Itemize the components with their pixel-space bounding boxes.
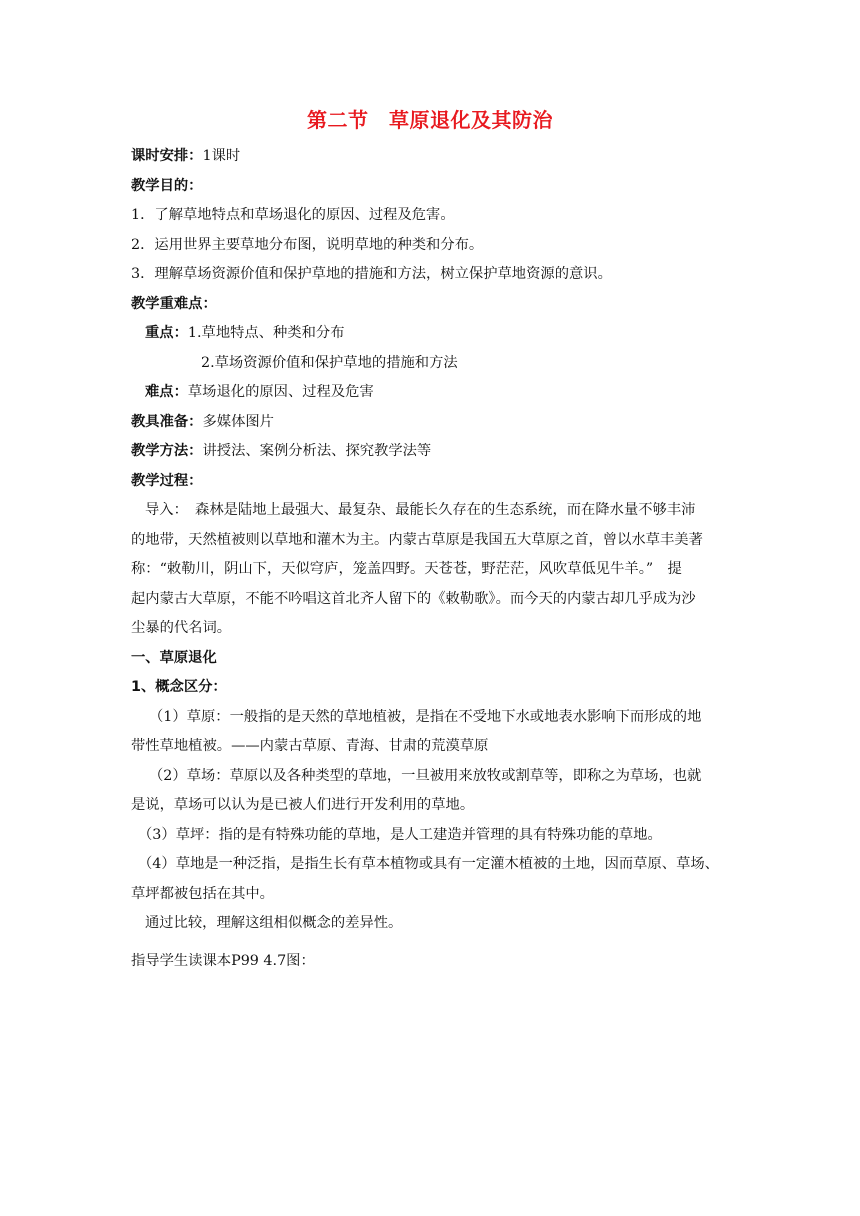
key-point-item: 2.草场资源价值和保护草地的措施和方法 bbox=[201, 354, 458, 371]
page-title: 第二节 草原退化及其防治 bbox=[307, 108, 553, 132]
key-point-item: 1.草地特点、种类和分布 bbox=[187, 325, 345, 341]
methods-value: 讲授法、案例分析法、探究教学法等 bbox=[202, 443, 432, 459]
key-point-line bbox=[131, 319, 733, 349]
methods-line bbox=[131, 437, 733, 467]
objective-item: 3．理解草场资源价值和保护草地的措施和方法，树立保护草地资源的意识。 bbox=[131, 266, 612, 282]
difficulty-line bbox=[131, 378, 733, 408]
schedule-value: 1课时 bbox=[202, 148, 241, 164]
section-heading: 一、草原退化 bbox=[131, 649, 217, 666]
methods-label: 教学方法： bbox=[131, 443, 203, 459]
intro-line: 称：“敕勒川，阴山下，天似穹庐，笼盖四野。天苍苍，野茫茫，风吹草低见牛羊。” 提 bbox=[131, 561, 682, 577]
intro-line: 起内蒙古大草原，不能不吟唱这首北齐人留下的《敕勒歌》。而今天的内蒙古却几乎成为沙 bbox=[131, 590, 696, 607]
tools-line bbox=[131, 408, 733, 438]
difficulty-label: 难点： bbox=[145, 384, 188, 400]
concept-paragraph-line: （1）草原：一般指的是天然的草地植被，是指在不受地下水或地表水影响下而形成的地 bbox=[149, 708, 702, 725]
tools-value: 多媒体图片 bbox=[202, 413, 274, 430]
difficulty-text: 草场退化的原因、过程及危害 bbox=[187, 384, 374, 400]
spacer bbox=[131, 939, 733, 947]
sub-heading: 1、概念区分： bbox=[131, 679, 227, 695]
process-heading: 教学过程： bbox=[131, 472, 203, 489]
intro-line: 的地带，天然植被则以草地和灌木为主。内蒙古草原是我国五大草原之首，曾以水草丰美著 bbox=[131, 531, 703, 548]
concept-paragraph-line: 草坪都被包括在其中。 bbox=[131, 885, 274, 902]
key-point-label: 重点： bbox=[145, 325, 188, 341]
schedule-line bbox=[131, 142, 733, 172]
intro-line: 导入： 森林是陆地上最强大、最复杂、最能长久存在的生态系统，而在降水量不够丰沛 bbox=[145, 502, 696, 518]
concept-paragraph-line: （2）草场：草原以及各种类型的草地，一旦被用来放牧或割草等，即称之为草场，也就 bbox=[149, 767, 702, 784]
key-points-heading: 教学重难点： bbox=[131, 295, 217, 312]
reading-guide: 指导学生读课本P99 4.7图： bbox=[131, 952, 315, 969]
document-body bbox=[131, 142, 733, 976]
objectives-heading: 教学目的： bbox=[131, 177, 203, 194]
tools-label: 教具准备： bbox=[131, 413, 203, 430]
concept-paragraph-line: 带性草地植被。——内蒙古草原、青海、甘肃的荒漠草原 bbox=[131, 738, 489, 754]
concept-paragraph-line: （3）草坪：指的是有特殊功能的草地，是人工建造并管理的具有特殊功能的草地。 bbox=[138, 826, 662, 843]
objective-item: 2．运用世界主要草地分布图，说明草地的种类和分布。 bbox=[131, 236, 484, 253]
schedule-label: 课时安排： bbox=[131, 148, 203, 164]
intro-line: 尘暴的代名词。 bbox=[131, 620, 232, 636]
concept-paragraph-line: （4）草地是一种泛指，是指生长有草本植物或具有一定灌木植被的土地，因而草原、草场、 bbox=[138, 856, 719, 872]
objective-item: 1．了解草地特点和草场退化的原因、过程及危害。 bbox=[131, 207, 455, 223]
comparison-note: 通过比较，理解这组相似概念的差异性。 bbox=[145, 915, 403, 931]
concept-paragraph-line: 是说，草场可以认为是已被人们进行开发利用的草地。 bbox=[131, 797, 475, 813]
